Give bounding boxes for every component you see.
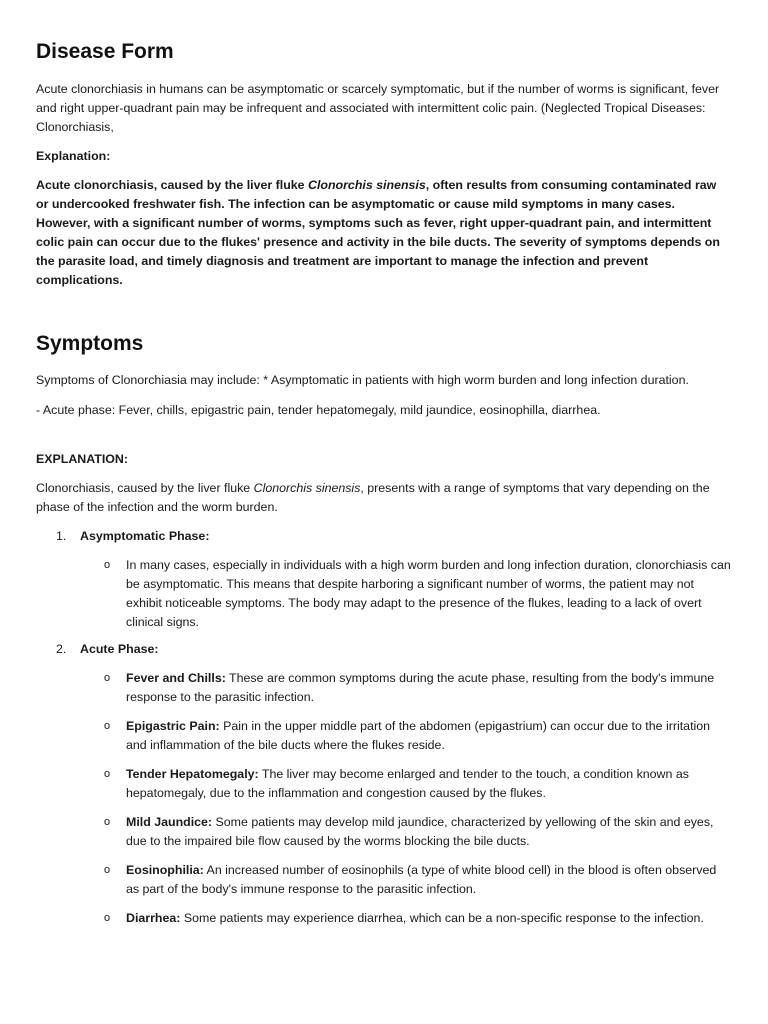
disease-form-explanation <box>36 176 732 290</box>
phase-title: Acute Phase: <box>80 642 159 656</box>
species-name: Clonorchis sinensis <box>308 178 426 192</box>
symptom-item <box>80 669 732 707</box>
hollow-bullet-icon: o <box>104 672 111 684</box>
symptoms-explanation <box>36 479 732 517</box>
symptom-item <box>80 765 732 803</box>
symptoms-explanation-end: , presents with a range of symptoms that vary depending on the phase of the infection and the worm burden. <box>36 481 710 514</box>
hollow-bullet-icon: o <box>104 816 111 828</box>
symptom-description: Pain in the upper middle part of the abdomen (epigastrium) can occur due to the irritation and inflammation of the bile ducts where the flukes reside. <box>126 719 711 752</box>
symptom-description: Some patients may experience diarrhea, which can be a non-specific response to the infection. <box>180 911 704 925</box>
symptom-item <box>80 717 732 755</box>
phase-item <box>36 527 732 632</box>
species-name: Clonorchis sinensis <box>253 481 361 495</box>
symptom-term: Epigastric Pain: <box>126 719 220 733</box>
phase-title: Asymptomatic Phase: <box>80 529 210 543</box>
symptom-term: Diarrhea: <box>126 911 181 925</box>
explanation-text-start: Acute clonorchiasis, caused by the liver fluke <box>36 178 309 192</box>
symptom-term: Tender Hepatomegaly: <box>126 767 259 781</box>
symptom-item <box>80 556 732 632</box>
symptom-item <box>80 813 732 851</box>
disease-form-intro: Acute clonorchiasis in humans can be asymptomatic or scarcely symptomatic, but if the number of worms is significant, fever and right upper-quadrant pain may be infrequent and associated with intermittent colic pain. (Neglected Tropical Diseases: Clonorchiasis, <box>36 82 720 134</box>
symptom-description: These are common symptoms during the acute phase, resulting from the body's immune response to the parasitic infection. <box>126 671 715 704</box>
phase-item <box>36 640 732 928</box>
symptoms-explanation-start: Clonorchiasis, caused by the liver fluke <box>36 481 254 495</box>
symptom-description: In many cases, especially in individuals with a high worm burden and long infection duration, clonorchiasis can be asymptomatic. This means that despite harboring a significant number of worms, the patient may not exhibit noticeable symptoms. The body may adapt to the presence of the flukes, leading to a lack of overt clinical signs. <box>126 558 731 629</box>
explanation-text-end: , often results from consuming contaminated raw or undercooked freshwater fish. The infection can be asymptomatic or cause mild symptoms in many cases. However, with a significant number of worms, symptoms such as fever, right upper-quadrant pain, and intermittent colic pain can occur due to the flukes' presence and activity in the bile ducts. The severity of symptoms depends on the parasite load, and timely diagnosis and treatment are important to manage the infection and prevent complications. <box>36 178 720 287</box>
symptom-description: The liver may become enlarged and tender to the touch, a condition known as hepatomegaly, due to the inflammation and congestion caused by the flukes. <box>126 767 689 800</box>
symptoms-explanation-label: EXPLANATION: <box>36 452 129 466</box>
phase-list <box>36 527 732 928</box>
symptoms-heading: Symptoms <box>36 332 144 355</box>
symptom-term: Eosinophilia: <box>126 863 204 877</box>
explanation-label: Explanation: <box>36 149 111 163</box>
symptom-term: Fever and Chills: <box>126 671 226 685</box>
hollow-bullet-icon: o <box>104 559 111 571</box>
symptom-description: An increased number of eosinophils (a type of white blood cell) in the blood is often observed as part of the body's immune response to the parasitic infection. <box>126 863 717 896</box>
symptom-description: Some patients may develop mild jaundice, characterized by yellowing of the skin and eyes, due to the impaired bile flow caused by the worms blocking the bile ducts. <box>126 815 714 848</box>
hollow-bullet-icon: o <box>104 864 111 876</box>
phase-number: 1. <box>56 529 67 543</box>
symptom-item <box>80 861 732 899</box>
symptom-list <box>80 556 732 632</box>
disease-form-heading: Disease Form <box>36 40 174 63</box>
hollow-bullet-icon: o <box>104 720 111 732</box>
symptom-term: Mild Jaundice: <box>126 815 213 829</box>
acute-phase-summary-line: - Acute phase: Fever, chills, epigastric pain, tender hepatomegaly, mild jaundice, eosinophilla, diarrhea. <box>36 403 601 417</box>
phase-number: 2. <box>56 642 67 656</box>
symptom-list <box>80 669 732 928</box>
symptom-item <box>80 909 732 928</box>
hollow-bullet-icon: o <box>104 768 111 780</box>
symptoms-summary-line: Symptoms of Clonorchiasia may include: * Asymptomatic in patients with high worm burden and long infection duration. <box>36 373 689 387</box>
hollow-bullet-icon: o <box>104 912 111 924</box>
